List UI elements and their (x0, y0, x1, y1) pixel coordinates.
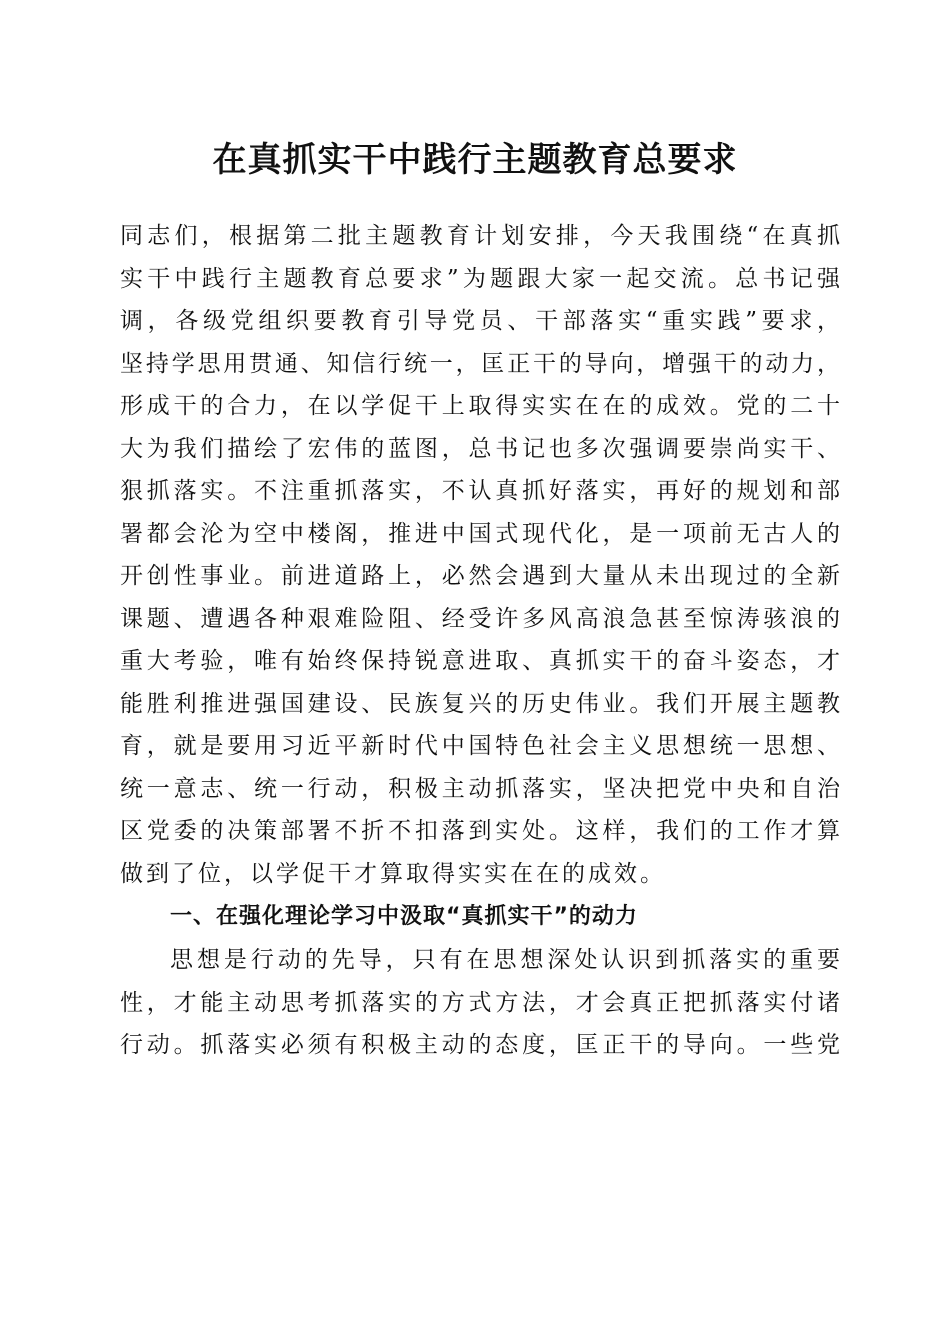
body-line: 育，就是要用习近平新时代中国特色社会主义思想统一思想、 (120, 733, 840, 759)
body-line: 狠抓落实。不注重抓落实，不认真抓好落实，再好的规划和部 (120, 478, 840, 504)
document-body (120, 215, 840, 1067)
section-heading: 一、在强化理论学习中汲取“真抓实干”的动力 (170, 904, 638, 929)
section-line: 行动。抓落实必须有积极主动的态度，匡正干的导向。一些党 (120, 1032, 840, 1058)
body-line: 实干中践行主题教育总要求”为题跟大家一起交流。总书记强 (120, 265, 840, 292)
body-line: 大为我们描绘了宏伟的蓝图，总书记也多次强调要崇尚实干、 (120, 435, 840, 462)
body-line: 署都会沦为空中楼阁，推进中国式现代化，是一项前无古人的 (120, 520, 840, 547)
body-line: 开创性事业。前进道路上，必然会遇到大量从未出现过的全新 (120, 563, 840, 589)
body-line: 统一意志、统一行动，积极主动抓落实，坚决把党中央和自治 (120, 775, 840, 802)
body-line: 区党委的决策部署不折不扣落到实处。这样，我们的工作才算 (120, 818, 840, 844)
body-line: 坚持学思用贯通、知信行统一，匡正干的导向，增强干的动力， (120, 350, 840, 377)
body-line: 能胜利推进强国建设、民族复兴的历史伟业。我们开展主题教 (120, 690, 840, 717)
body-line: 课题、遭遇各种艰难险阻、经受许多风高浪急甚至惊涛骇浪的 (120, 605, 840, 632)
body-line: 调，各级党组织要教育引导党员、干部落实“重实践”要求， (120, 308, 840, 334)
body-line: 同志们，根据第二批主题教育计划安排，今天我围绕“在真抓 (120, 223, 840, 249)
section-line-first: 思想是行动的先导，只有在思想深处认识到抓落实的重要 (170, 947, 840, 973)
document-title: 在真抓实干中践行主题教育总要求 (212, 140, 738, 180)
body-line: 重大考验，唯有始终保持锐意进取、真抓实干的奋斗姿态，才 (120, 648, 840, 674)
body-line-last: 做到了位，以学促干才算取得实实在在的成效。 (120, 860, 666, 887)
body-line: 形成干的合力，在以学促干上取得实实在在的成效。党的二十 (120, 393, 840, 419)
section-line: 性，才能主动思考抓落实的方式方法，才会真正把抓落实付诸 (120, 989, 840, 1016)
